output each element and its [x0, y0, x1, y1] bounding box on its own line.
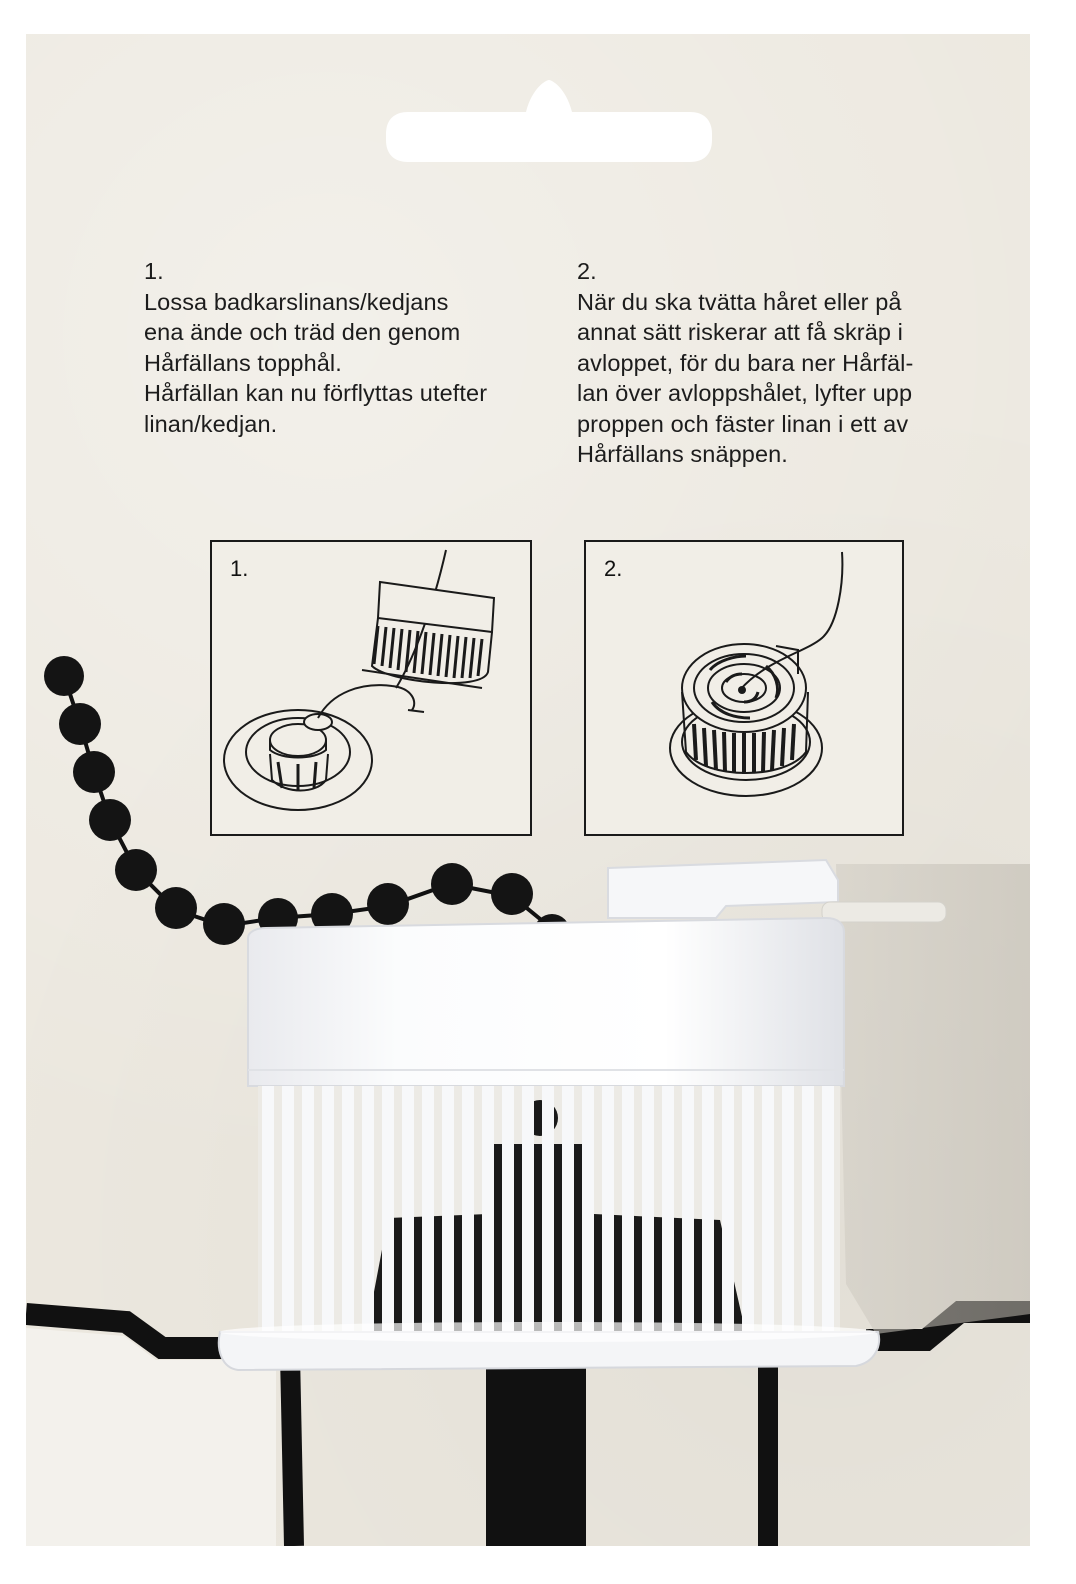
instruction-line: Hårfällans topphål.: [144, 349, 342, 376]
strainer-rib: [542, 1086, 554, 1334]
strainer-rib: [782, 1086, 794, 1334]
illustration-label: 2.: [604, 556, 623, 581]
instruction-line: annat sätt riskerar att få skräp i: [577, 319, 904, 345]
strainer-rib: [262, 1086, 274, 1334]
strainer-rib: [622, 1086, 634, 1334]
strainer-rib: [822, 1086, 834, 1334]
instruction-line: linan/kedjan.: [144, 410, 278, 437]
instruction-line: Hårfällans snäppen.: [577, 441, 788, 467]
strainer-rib: [702, 1086, 714, 1334]
strainer-rib: [522, 1086, 534, 1334]
strainer-rib: [502, 1086, 514, 1334]
instruction-line: lan över avloppshålet, lyfter upp: [577, 380, 913, 406]
strainer-rib: [382, 1086, 394, 1334]
step-number: 1.: [144, 258, 164, 284]
strainer-rib: [342, 1086, 354, 1334]
strainer-rib: [802, 1086, 814, 1334]
strainer-rib: [742, 1086, 754, 1334]
instruction-line: ena ände och träd den genom: [144, 319, 461, 345]
strainer-rib: [642, 1086, 654, 1334]
strainer-rib: [422, 1086, 434, 1334]
strainer-rib: [722, 1086, 734, 1334]
instruction-line: avloppet, för du bara ner Hårfäl-: [577, 349, 914, 376]
strainer-rib: [762, 1086, 774, 1334]
instruction-line: Lossa badkarslinans/kedjans: [144, 288, 449, 315]
step-number: 2.: [577, 258, 597, 284]
strainer-rib: [302, 1086, 314, 1334]
instruction-line: Hårfällan kan nu förflyttas utefter: [144, 380, 488, 406]
illustration-label: 1.: [230, 556, 249, 581]
strainer-rib: [442, 1086, 454, 1334]
packaging-card: [26, 34, 1030, 1546]
instruction-line: proppen och fäster linan i ett av: [577, 410, 909, 437]
strainer-rib: [322, 1086, 334, 1334]
strainer-rib: [362, 1086, 374, 1334]
strainer-rib: [482, 1086, 494, 1334]
strainer-rib: [562, 1086, 574, 1334]
hair-strainer-product: [26, 34, 1030, 1546]
strainer-rib: [462, 1086, 474, 1334]
strainer-rib: [282, 1086, 294, 1334]
strainer-rib: [662, 1086, 674, 1334]
strainer-rib: [682, 1086, 694, 1334]
strainer-rib: [582, 1086, 594, 1334]
strainer-rib: [602, 1086, 614, 1334]
instruction-line: När du ska tvätta håret eller på: [577, 288, 902, 315]
strainer-rib: [402, 1086, 414, 1334]
